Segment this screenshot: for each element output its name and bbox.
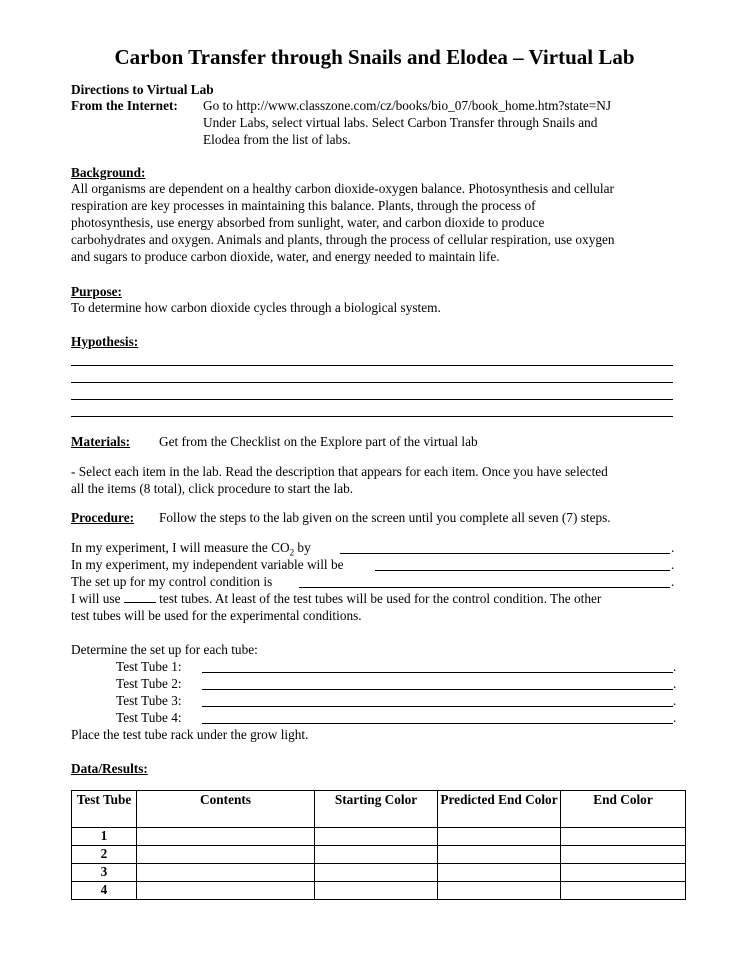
grow-light-instruction: Place the test tube rack under the grow light. [71, 727, 309, 742]
background-heading: Background: [71, 165, 146, 180]
measure-mid: by [294, 540, 311, 555]
measure-prefix: In my experiment, I will measure the CO [71, 540, 290, 555]
contents-cell[interactable] [137, 828, 315, 846]
period: . [671, 574, 675, 589]
predicted-end-color-cell[interactable] [438, 846, 561, 864]
column-header-predicted-end-color: Predicted End Color [438, 791, 561, 828]
test-tube-count-prefix: I will use [71, 591, 121, 606]
period: . [673, 710, 677, 725]
starting-color-cell[interactable] [315, 846, 438, 864]
background-line-3: photosynthesis, use energy absorbed from sunlight, water, and carbon dioxide to produce [71, 215, 545, 230]
page-title: Carbon Transfer through Snails and Elodea – Virtual Lab [114, 45, 635, 69]
test-tube-2-blank[interactable] [202, 689, 673, 690]
table-row [72, 828, 686, 846]
procedure-text: Follow the steps to the lab given on the screen until you complete all seven (7) steps. [159, 510, 611, 525]
co2-subscript: 2 [289, 547, 295, 558]
predicted-end-color-cell[interactable] [438, 828, 561, 846]
table-row [72, 864, 686, 882]
test-tube-1-blank[interactable] [202, 672, 673, 673]
test-tube-2-label: Test Tube 2: [116, 676, 182, 691]
experimental-conditions-sentence: test tubes will be used for the experimental conditions. [71, 608, 362, 623]
purpose-text: To determine how carbon dioxide cycles through a biological system. [71, 300, 441, 315]
tube-number: 1 [72, 828, 137, 846]
end-color-cell[interactable] [561, 864, 686, 882]
starting-color-cell[interactable] [315, 882, 438, 900]
contents-cell[interactable] [137, 864, 315, 882]
materials-line-1: - Select each item in the lab. Read the description that appears for each item. Once you have selected [71, 464, 608, 479]
column-header-contents: Contents [137, 791, 315, 828]
hypothesis-line[interactable] [71, 416, 673, 417]
predicted-end-color-cell[interactable] [438, 864, 561, 882]
results-table [71, 790, 686, 900]
procedure-heading: Procedure: [71, 510, 135, 525]
hypothesis-heading: Hypothesis: [71, 334, 139, 349]
contents-cell[interactable] [137, 846, 315, 864]
independent-variable-blank[interactable] [375, 570, 670, 571]
hypothesis-line[interactable] [71, 365, 673, 366]
measure-sentence [71, 540, 311, 556]
end-color-cell[interactable] [561, 828, 686, 846]
table-row [72, 882, 686, 900]
background-line-1: All organisms are dependent on a healthy carbon dioxide-oxygen balance. Photosynthesis and cellular [71, 181, 614, 196]
measure-blank[interactable] [340, 553, 670, 554]
test-tube-3-blank[interactable] [202, 706, 673, 707]
background-line-4: carbohydrates and oxygen. Animals and plants, through the process of cellular respiration, use oxygen [71, 232, 615, 247]
control-condition-sentence: The set up for my control condition is [71, 574, 273, 589]
column-header-end-color: End Color [561, 791, 686, 828]
materials-heading: Materials: [71, 434, 131, 449]
period: . [673, 676, 677, 691]
results-header-row [72, 791, 686, 828]
end-color-cell[interactable] [561, 846, 686, 864]
period: . [673, 659, 677, 674]
starting-color-cell[interactable] [315, 828, 438, 846]
column-header-starting-color: Starting Color [315, 791, 438, 828]
independent-variable-sentence: In my experiment, my independent variable will be [71, 557, 344, 572]
purpose-heading: Purpose: [71, 284, 122, 299]
internet-label: From the Internet: [71, 98, 178, 113]
background-line-5: and sugars to produce carbon dioxide, water, and energy needed to maintain life. [71, 249, 500, 264]
tube-number: 2 [72, 846, 137, 864]
test-tube-4-label: Test Tube 4: [116, 710, 182, 725]
results-heading: Data/Results: [71, 761, 148, 776]
test-tube-4-blank[interactable] [202, 723, 673, 724]
test-tube-count-sentence [71, 591, 601, 607]
contents-cell[interactable] [137, 882, 315, 900]
test-tube-1-label: Test Tube 1: [116, 659, 182, 674]
period: . [671, 540, 675, 555]
test-tube-3-label: Test Tube 3: [116, 693, 182, 708]
tube-number: 4 [72, 882, 137, 900]
materials-text: Get from the Checklist on the Explore part of the virtual lab [159, 434, 478, 449]
end-color-cell[interactable] [561, 882, 686, 900]
period: . [671, 557, 675, 572]
control-condition-blank[interactable] [299, 587, 670, 588]
predicted-end-color-cell[interactable] [438, 882, 561, 900]
hypothesis-line[interactable] [71, 382, 673, 383]
directions-heading: Directions to Virtual Lab [71, 82, 214, 97]
column-header-test-tube: Test Tube [72, 791, 137, 828]
directions-line-1: Go to http://www.classzone.com/cz/books/bio_07/book_home.htm?state=NJ [203, 98, 612, 113]
starting-color-cell[interactable] [315, 864, 438, 882]
test-tube-count-blank[interactable] [124, 591, 156, 603]
hypothesis-line[interactable] [71, 399, 673, 400]
tube-number: 3 [72, 864, 137, 882]
materials-line-2: all the items (8 total), click procedure to start the lab. [71, 481, 354, 496]
setup-intro: Determine the set up for each tube: [71, 642, 258, 657]
background-line-2: respiration are key processes in maintaining this balance. Plants, through the process of [71, 198, 536, 213]
table-row [72, 846, 686, 864]
directions-line-3: Elodea from the list of labs. [203, 132, 351, 147]
period: . [673, 693, 677, 708]
test-tube-count-suffix: test tubes. At least of the test tubes will be used for the control condition. The other [159, 591, 602, 606]
directions-line-2: Under Labs, select virtual labs. Select Carbon Transfer through Snails and [203, 115, 598, 130]
